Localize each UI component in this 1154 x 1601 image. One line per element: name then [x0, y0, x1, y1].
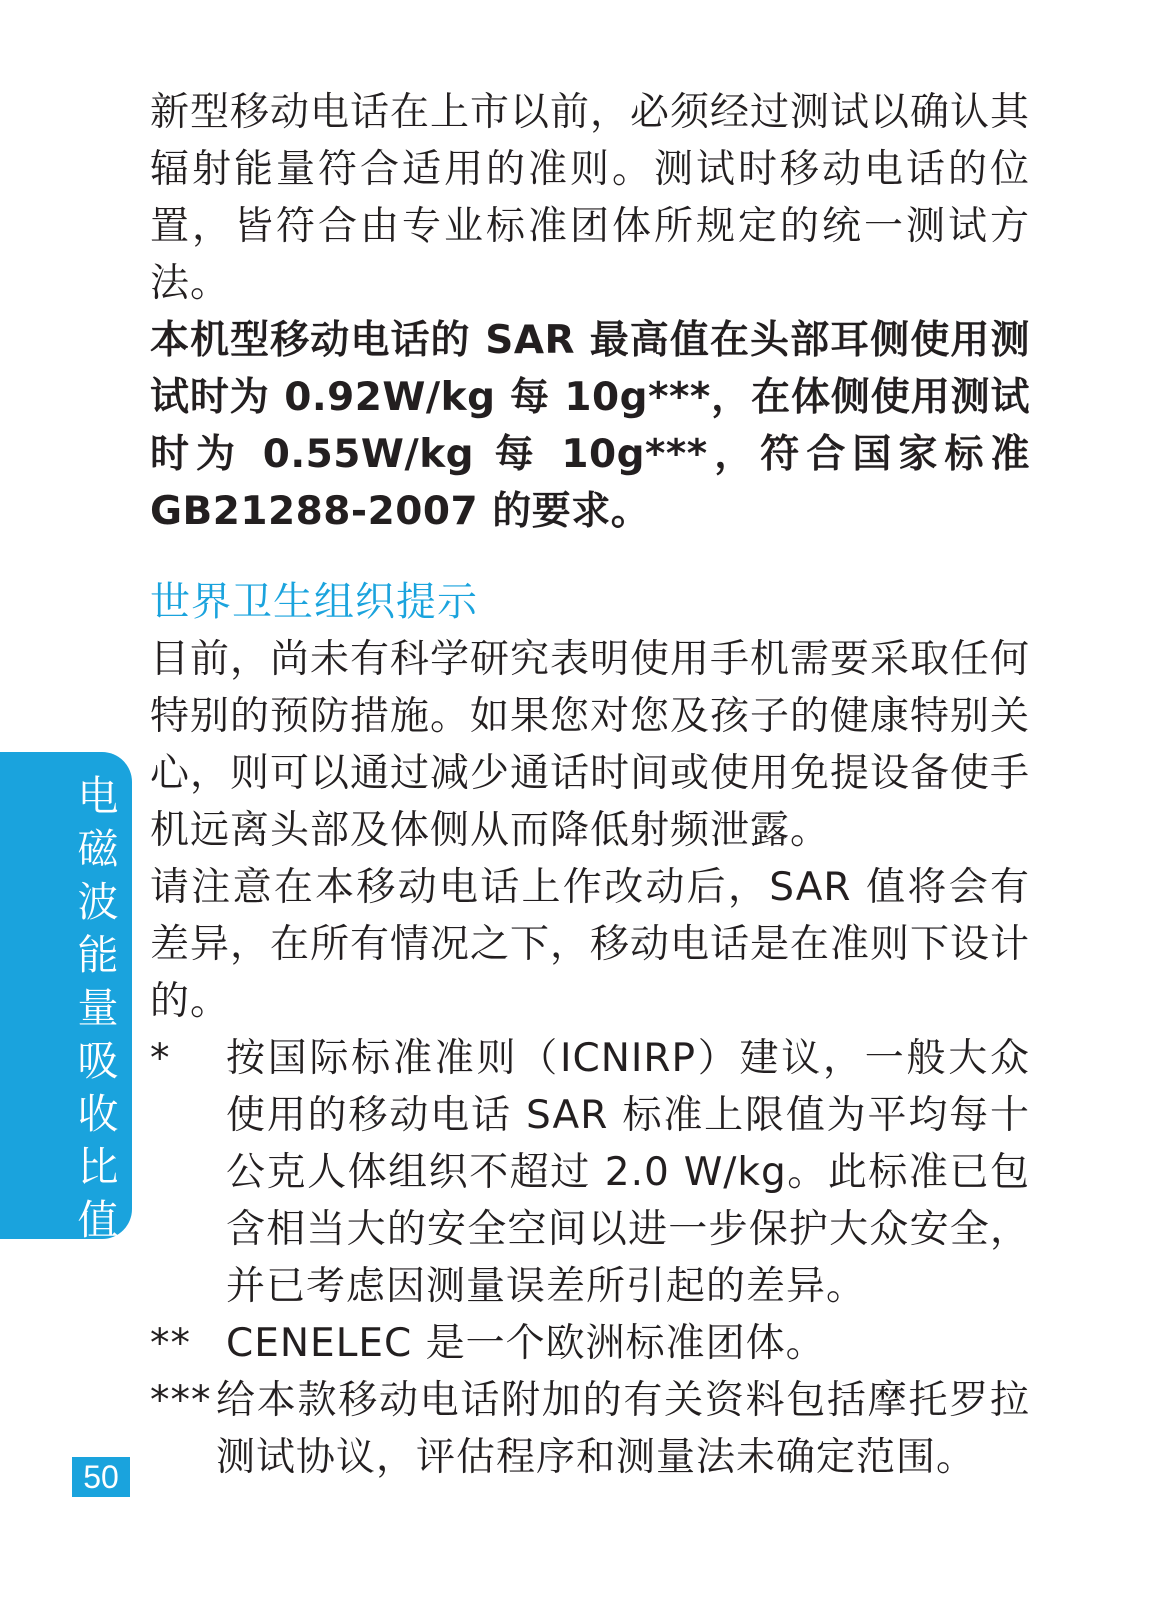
footnote-1 — [150, 1030, 1030, 1315]
footnote-3 — [150, 1372, 1030, 1486]
page-number: 50 — [72, 1457, 130, 1497]
side-tab-label: 电磁波能量吸收比值 — [77, 772, 119, 1244]
footnote-2 — [150, 1315, 1030, 1372]
footnote-marker: *** — [150, 1378, 212, 1423]
footnote-text: 给本款移动电话附加的有关资料包括摩托罗拉测试协议，评估程序和测量法未确定范围。 — [216, 1378, 1030, 1480]
modification-note: 请注意在本移动电话上作改动后，SAR 值将会有差异，在所有情况之下，移动电话是在准则下设计的。 — [150, 865, 1031, 1024]
footnote-text: 按国际标准准则（ICNIRP）建议，一般大众使用的移动电话 SAR 标准上限值为平均每十公克人体组织不超过 2.0 W/kg。此标准已包含相当大的安全空间以进一步保护大众安全，并已考虑因测量误差所引起的差异。 — [226, 1036, 1030, 1309]
page-content — [150, 84, 1030, 1486]
who-paragraph: 目前，尚未有科学研究表明使用手机需要采取任何特别的预防措施。如果您对您及孩子的健康特别关心，则可以通过减少通话时间或使用免提设备使手机远离头部及体侧从而降低射频泄露。 — [150, 637, 1031, 853]
footnote-marker: ** — [150, 1321, 191, 1366]
who-heading: 世界卫生组织提示 — [150, 579, 478, 625]
intro-paragraph: 新型移动电话在上市以前，必须经过测试以确认其辐射能量符合适用的准则。测试时移动电话的位置，皆符合由专业标准团体所规定的统一测试方法。 — [150, 90, 1031, 306]
footnote-marker: * — [150, 1036, 171, 1081]
footnote-text: CENELEC 是一个欧洲标准团体。 — [226, 1321, 826, 1366]
section-side-tab — [0, 752, 132, 1244]
sar-statement: 本机型移动电话的 SAR 最高值在头部耳侧使用测试时为 0.92W/kg 每 10g***，在体侧使用测试时为 0.55W/kg 每 10g***，符合国家标准 GB21288-2007 的要求。 — [150, 318, 1030, 534]
